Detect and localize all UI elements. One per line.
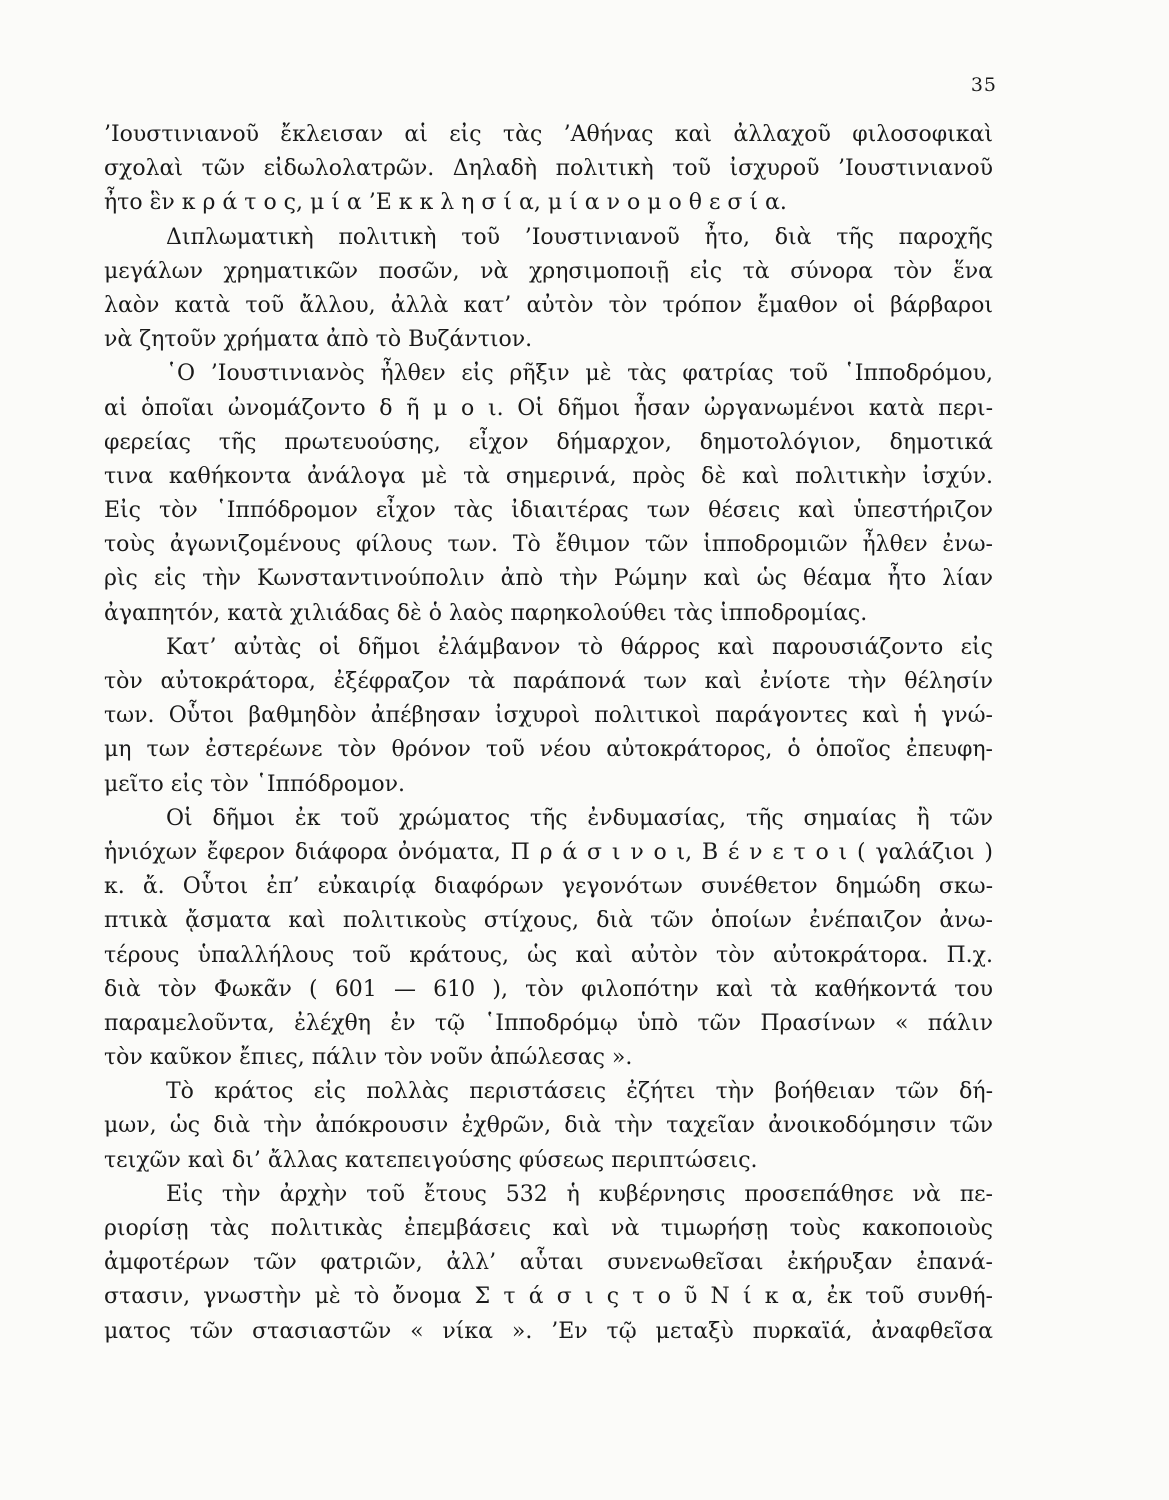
text-line: των. Οὗτοι βαθμηδὸν ἀπέβησαν ἰσχυροὶ πολιτικοὶ παράγοντες καὶ ἡ γνώ- xyxy=(104,703,993,729)
text-line: ἀμφοτέρων τῶν φατριῶν, ἀλλ’ αὗται συνενωθεῖσαι ἐκήρυξαν ἐπανά- xyxy=(104,1250,993,1276)
paragraph-start-line: Εἰς τὴν ἀρχὴν τοῦ ἔτους 532 ἡ κυβέρνησις προσεπάθησε νὰ πε- xyxy=(166,1181,993,1207)
page-number: 35 xyxy=(970,74,997,96)
text-line: μη των ἐστερέωνε τὸν θρόνον τοῦ νέου αὐτοκράτορος, ὁ ὁποῖος ἐπευφη- xyxy=(104,737,993,763)
text-line: πτικὰ ᾄσματα καὶ πολιτικοὺς στίχους, διὰ τῶν ὁποίων ἐνέπαιζον ἀνω- xyxy=(104,908,993,934)
text-line: ματος τῶν στασιαστῶν « νίκα ». ’Εν τῷ μεταξὺ πυρκαϊά, ἀναφθεῖσα xyxy=(104,1318,993,1344)
text-line: τέρους ὑπαλλήλους τοῦ κράτους, ὡς καὶ αὐτὸν τὸν αὐτοκράτορα. Π.χ. xyxy=(104,942,993,968)
text-line: παραμελοῦντα, ἐλέχθη ἐν τῷ ῾Ιπποδρόμῳ ὑπὸ τῶν Πρασίνων « πάλιν xyxy=(104,1010,993,1036)
text-line: στασιν, γνωστὴν μὲ τὸ ὄνομα Σ τ ά σ ι ς τ ο ῦ Ν ί κ α, ἐκ τοῦ συνθή- xyxy=(104,1284,993,1310)
text-line: μεγάλων χρηματικῶν ποσῶν, νὰ χρησιμοποιῇ εἰς τὰ σύνορα τὸν ἕνα xyxy=(104,258,993,284)
text-line: ἦτο ἓν κ ρ ά τ ο ς, μ ί α ’Ε κ κ λ η σ ί α, μ ί α ν ο μ ο θ ε σ ί α. xyxy=(104,190,787,216)
text-line: Εἰς τὸν ῾Ιππόδρομον εἶχον τὰς ἰδιαιτέρας των θέσεις καὶ ὑπεστήριζον xyxy=(104,498,993,524)
paragraph-start-line: Οἱ δῆμοι ἐκ τοῦ χρώματος τῆς ἐνδυμασίας, τῆς σημαίας ἢ τῶν xyxy=(166,805,993,831)
text-line: κ. ἄ. Οὗτοι ἐπ’ εὐκαιρίᾳ διαφόρων γεγονότων συνέθετον δημώδη σκω- xyxy=(104,874,993,900)
text-line: ριορίσῃ τὰς πολιτικὰς ἐπεμβάσεις καὶ νὰ τιμωρήσῃ τοὺς κακοποιοὺς xyxy=(104,1216,993,1241)
text-line: λαὸν κατὰ τοῦ ἄλλου, ἀλλὰ κατ’ αὐτὸν τὸν τρόπον ἔμαθον οἱ βάρβαροι xyxy=(104,292,993,318)
text-line: μων, ὡς διὰ τὴν ἀπόκρουσιν ἐχθρῶν, διὰ τὴν ταχεῖαν ἀνοικοδόμησιν τῶν xyxy=(104,1113,993,1139)
paragraph-start-line: Κατ’ αὐτὰς οἱ δῆμοι ἐλάμβανον τὸ θάρρος καὶ παρουσιάζοντο εἰς xyxy=(166,634,993,660)
text-line: ρὶς εἰς τὴν Κωνσταντινούπολιν ἀπὸ τὴν Ρώμην καὶ ὡς θέαμα ἦτο λίαν xyxy=(104,566,993,592)
text-line: φερείας τῆς πρωτευούσης, εἶχον δήμαρχον, δημοτολόγιον, δημοτικά xyxy=(104,429,993,455)
text-line: τοὺς ἀγωνιζομένους φίλους των. Τὸ ἔθιμον τῶν ἱπποδρομιῶν ἦλθεν ἐνω- xyxy=(104,532,993,558)
text-line: αἱ ὁποῖαι ὠνομάζοντο δ ῆ μ ο ι. Οἱ δῆμοι ἦσαν ὠργανωμένοι κατὰ περι- xyxy=(104,395,993,421)
text-line: ’Ιουστινιανοῦ ἔκλεισαν αἱ εἰς τὰς ’Αθήνας καὶ ἀλλαχοῦ φιλοσοφικαὶ xyxy=(104,122,993,147)
text-body xyxy=(104,118,993,1349)
text-line: ἀγαπητόν, κατὰ χιλιάδας δὲ ὁ λαὸς παρηκολούθει τὰς ἱπποδρομίας. xyxy=(104,600,868,626)
text-line: τειχῶν καὶ δι’ ἄλλας κατεπειγούσης φύσεως περιπτώσεις. xyxy=(104,1147,758,1173)
text-line: ἡνιόχων ἔφερον διάφορα ὀνόματα, Π ρ ά σ ι ν ο ι, Β έ ν ε τ ο ι ( γαλάζιοι ) xyxy=(104,839,993,865)
text-line: τὸν αὐτοκράτορα, ἐξέφραζον τὰ παράπονά των καὶ ἐνίοτε τὴν θέλησίν xyxy=(104,669,993,694)
text-line: μεῖτο εἰς τὸν ῾Ιππόδρομον. xyxy=(104,771,406,797)
text-line: διὰ τὸν Φωκᾶν ( 601 — 610 ), τὸν φιλοπότην καὶ τὰ καθήκοντά του xyxy=(104,976,993,1002)
text-line: νὰ ζητοῦν χρήματα ἀπὸ τὸ Βυζάντιον. xyxy=(104,327,533,353)
text-line: τὸν καῦκον ἔπιες, πάλιν τὸν νοῦν ἀπώλεσας ». xyxy=(104,1045,633,1071)
paragraph-start-line: Τὸ κράτος εἰς πολλὰς περιστάσεις ἐζήτει τὴν βοήθειαν τῶν δή- xyxy=(166,1079,993,1105)
text-line: τινα καθήκοντα ἀνάλογα μὲ τὰ σημερινά, πρὸς δὲ καὶ πολιτικὴν ἰσχύν. xyxy=(104,463,993,489)
paragraph-start-line: Διπλωματικὴ πολιτικὴ τοῦ ’Ιουστινιανοῦ ἦτο, διὰ τῆς παροχῆς xyxy=(166,224,993,250)
paragraph-start-line: ῾Ο ’Ιουστινιανὸς ἦλθεν εἰς ρῆξιν μὲ τὰς φατρίας τοῦ ῾Ιπποδρόμου, xyxy=(166,361,993,387)
text-line: σχολαὶ τῶν εἰδωλολατρῶν. Δηλαδὴ πολιτικὴ τοῦ ἰσχυροῦ ’Ιουστινιανοῦ xyxy=(104,156,993,182)
